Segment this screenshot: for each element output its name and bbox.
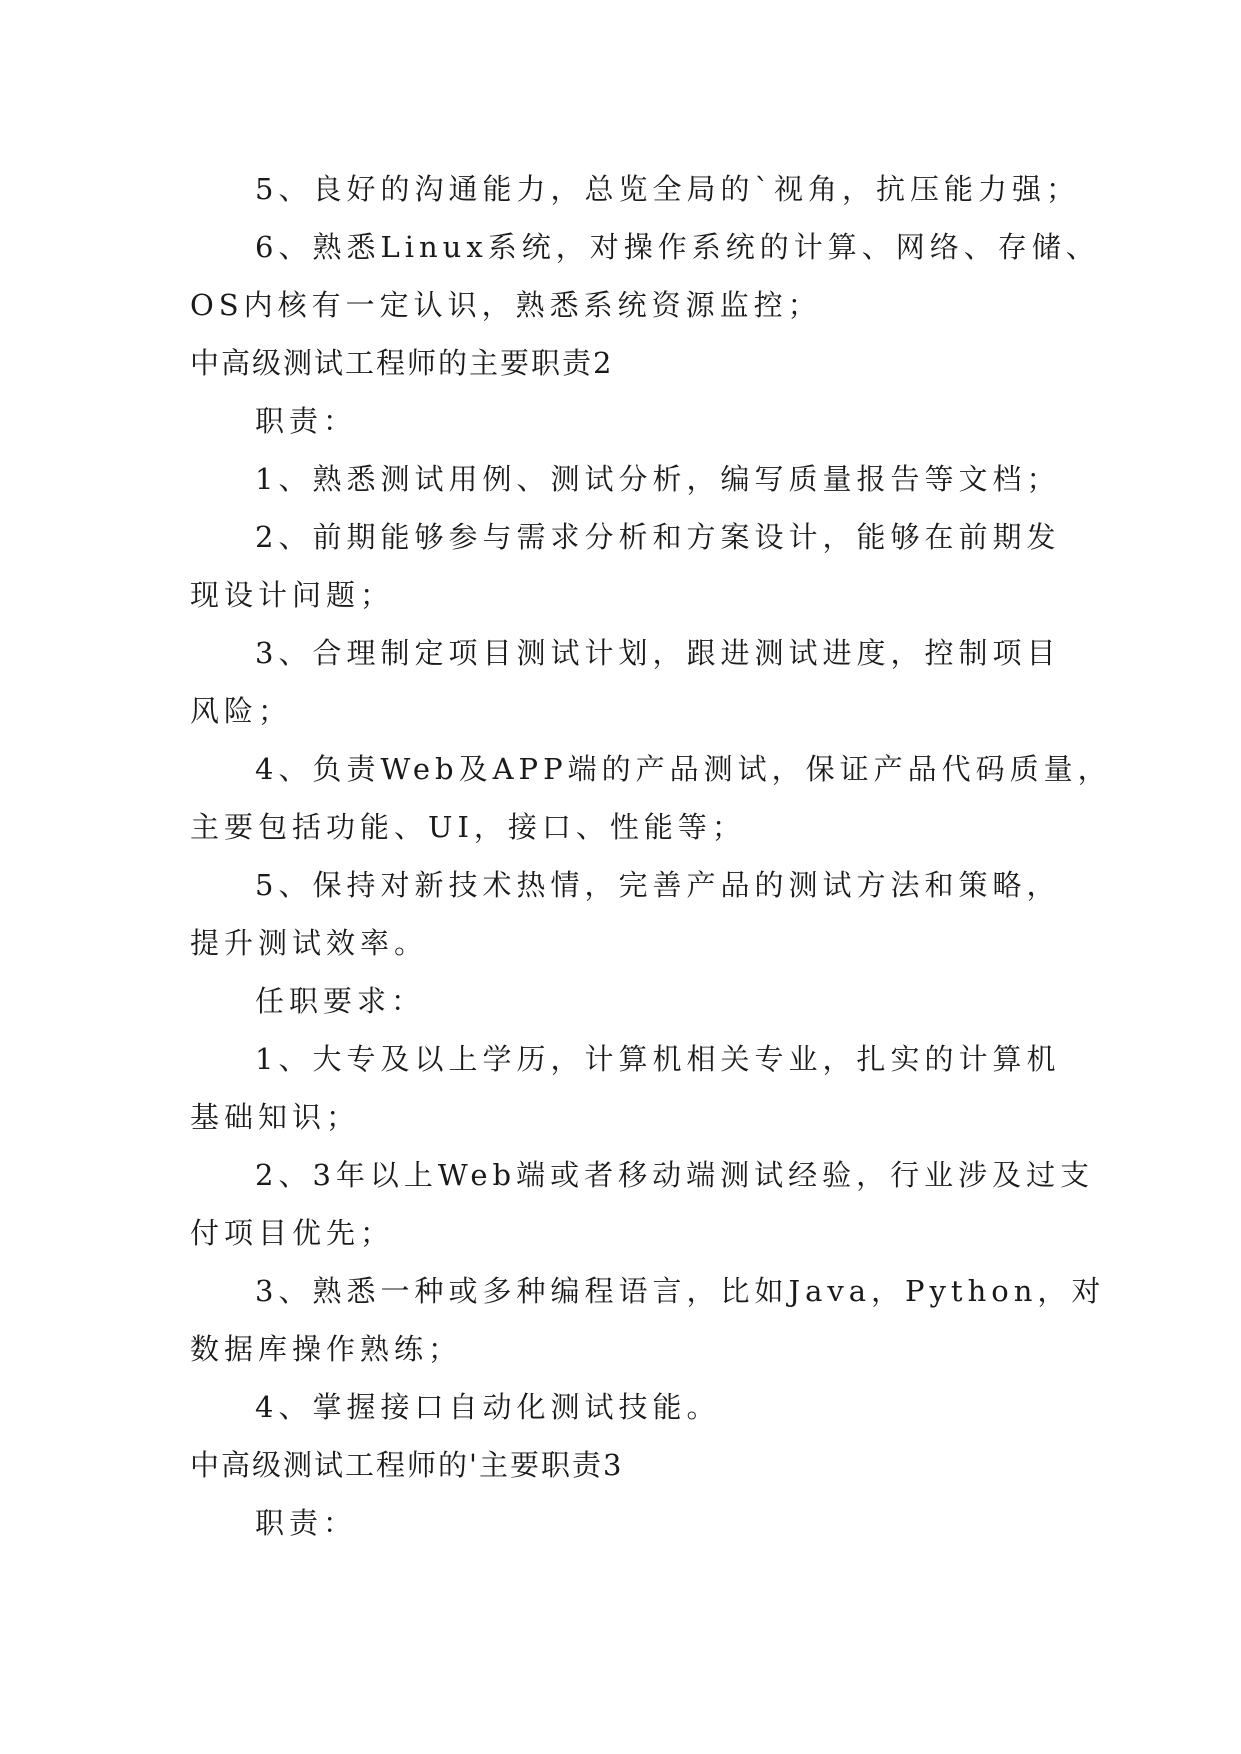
text-line: 主要包括功能、UI，接口、性能等；	[190, 810, 746, 844]
text-line: 1、熟悉测试用例、测试分析，编写质量报告等文档；	[255, 462, 1061, 496]
text-line: 付项目优先；	[190, 1216, 395, 1250]
text-line: 职责：	[255, 404, 358, 438]
section-heading: 中高级测试工程师的主要职责2	[190, 346, 614, 380]
text-line: 4、掌握接口自动化测试技能。	[255, 1390, 721, 1424]
text-line: 现设计问题；	[190, 578, 395, 612]
text-line: 2、3年以上Web端或者移动端测试经验，行业涉及过支	[255, 1158, 1095, 1192]
text-line: 5、保持对新技术热情，完善产品的测试方法和策略，	[255, 868, 1061, 902]
text-line: 职责：	[255, 1506, 358, 1540]
text-line: 3、熟悉一种或多种编程语言，比如Java，Python，对	[255, 1274, 1106, 1308]
text-line: 4、负责Web及APP端的产品测试，保证产品代码质量，	[255, 752, 1112, 786]
text-line: OS内核有一定认识，熟悉系统资源监控；	[190, 288, 822, 322]
text-line: 基础知识；	[190, 1100, 361, 1134]
text-line: 5、良好的沟通能力，总览全局的`视角，抗压能力强；	[255, 172, 1080, 206]
text-line: 风险；	[190, 694, 293, 728]
text-line: 1、大专及以上学历，计算机相关专业，扎实的计算机	[255, 1042, 1061, 1076]
section-heading: 中高级测试工程师的'主要职责3	[190, 1448, 624, 1482]
text-line: 3、合理制定项目测试计划，跟进测试进度，控制项目	[255, 636, 1061, 670]
text-line: 2、前期能够参与需求分析和方案设计，能够在前期发	[255, 520, 1061, 554]
text-line: 提升测试效率。	[190, 926, 429, 960]
text-line: 6、熟悉Linux系统，对操作系统的计算、网络、存储、	[255, 230, 1100, 264]
document-page	[190, 160, 1112, 1552]
text-line: 数据库操作熟练；	[190, 1332, 463, 1366]
text-line: 任职要求：	[255, 984, 426, 1018]
